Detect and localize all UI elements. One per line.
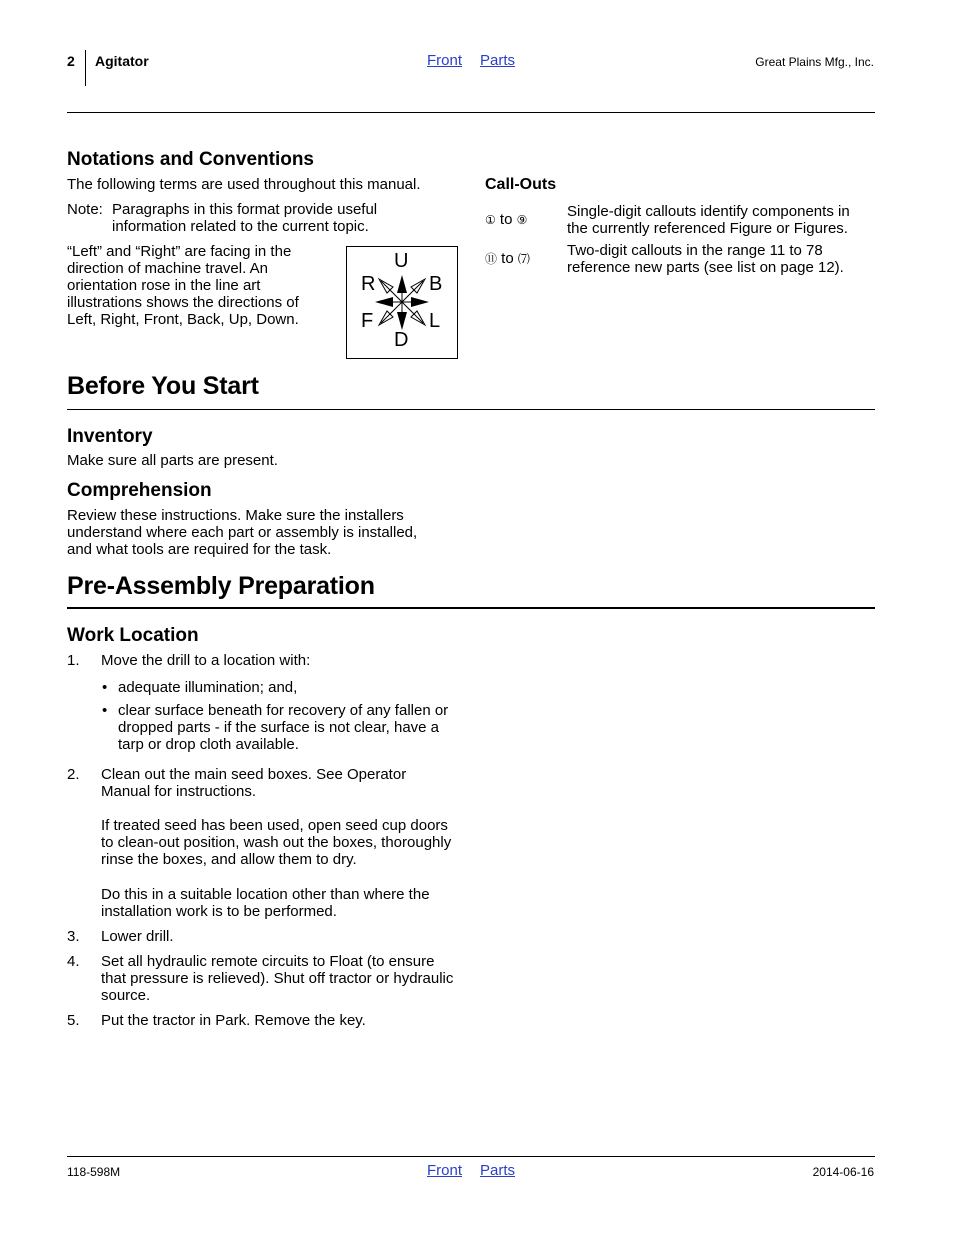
step-text: Move the drill to a location with: (101, 652, 311, 669)
callout-range-to: to (497, 250, 518, 267)
notations-intro: The following terms are used throughout this manual. (67, 176, 421, 193)
step-note: If treated seed has been used, open seed cup doors to clean-out position, wash out the boxes, thoroughly rinse the boxes, and allow them to dry. (101, 817, 452, 868)
step-bullet-list (101, 679, 463, 753)
footer-parts-link[interactable]: Parts (480, 1162, 516, 1179)
header-parts-link[interactable]: Parts (480, 52, 516, 69)
step-text: Set all hydraulic remote circuits to Float (to ensure that pressure is relieved). Shut off tractor or hydraulic source. (101, 953, 454, 1004)
header-front-link[interactable]: Front (427, 52, 463, 69)
comprehension-heading: Comprehension (67, 480, 212, 501)
rose-label-right: R (361, 273, 376, 295)
revision-date: 2014-06-16 (812, 1165, 874, 1179)
header-divider (85, 50, 86, 86)
step-number: 3. (67, 928, 80, 945)
callout-double-text: Two-digit callouts in the range 11 to 78 reference new parts (see list on page 12). (567, 242, 844, 276)
callout-range-to: to (495, 211, 517, 228)
rose-label-front: F (361, 310, 374, 332)
rose-label-up: U (394, 250, 409, 272)
callout-end-symbol: ⑺ (517, 252, 530, 266)
work-location-heading: Work Location (67, 625, 199, 646)
callout-range-single (485, 211, 527, 229)
callout-single-text: Single-digit callouts identify components in the currently referenced Figure or Figures. (567, 203, 850, 237)
bullet-item: • adequate illumination; and, (101, 679, 463, 696)
step-number: 4. (67, 953, 80, 970)
section-rule (67, 607, 875, 609)
company-name: Great Plains Mfg., Inc. (755, 55, 874, 69)
step-text: Clean out the main seed boxes. See Operator Manual for instructions. (101, 766, 407, 800)
step-note: Do this in a suitable location other than where the installation work is to be performed. (101, 886, 430, 920)
before-you-start-heading: Before You Start (67, 372, 259, 400)
rose-label-back: B (429, 273, 443, 295)
callout-range-double (485, 250, 530, 268)
section-title: Agitator (95, 53, 149, 69)
page-number: 2 (67, 53, 75, 69)
step-number: 2. (67, 766, 80, 783)
orientation-rose (346, 246, 458, 359)
step-text: Put the tractor in Park. Remove the key. (101, 1012, 366, 1029)
callout-end-symbol: ⑨ (516, 213, 528, 227)
callout-start-symbol: ① (485, 213, 496, 227)
document-number: 118-598M (67, 1165, 121, 1179)
note-label: Note: (67, 201, 103, 218)
footer-front-link[interactable]: Front (427, 1162, 463, 1179)
section-rule (67, 409, 875, 410)
orientation-text: “Left” and “Right” are facing in the direction of machine travel. An orientation rose in the line art illustrations shows the directions of Left, Right, Front, Back, Up, Down. (67, 243, 299, 328)
inventory-text: Make sure all parts are present. (67, 452, 278, 469)
note-text: Paragraphs in this format provide useful information related to the current topic. (112, 201, 378, 235)
footer-rule (67, 1156, 875, 1157)
callout-start-symbol: ⑪ (485, 252, 498, 266)
notations-heading: Notations and Conventions (67, 149, 314, 170)
rose-label-left: L (429, 310, 441, 332)
step-text: Lower drill. (101, 928, 174, 945)
pre-assembly-heading: Pre-Assembly Preparation (67, 572, 375, 600)
header-rule (67, 112, 875, 113)
step-number: 5. (67, 1012, 80, 1029)
rose-label-down: D (394, 329, 409, 351)
comprehension-text: Review these instructions. Make sure the installers understand where each part or assembly is installed, and what tools are required for the task. (67, 507, 418, 558)
callouts-heading: Call-Outs (485, 176, 557, 193)
step-number: 1. (67, 652, 80, 669)
inventory-heading: Inventory (67, 426, 153, 447)
bullet-item: • clear surface beneath for recovery of any fallen or dropped parts - if the surface is not clear, have a tarp or drop cloth available. (101, 702, 463, 753)
